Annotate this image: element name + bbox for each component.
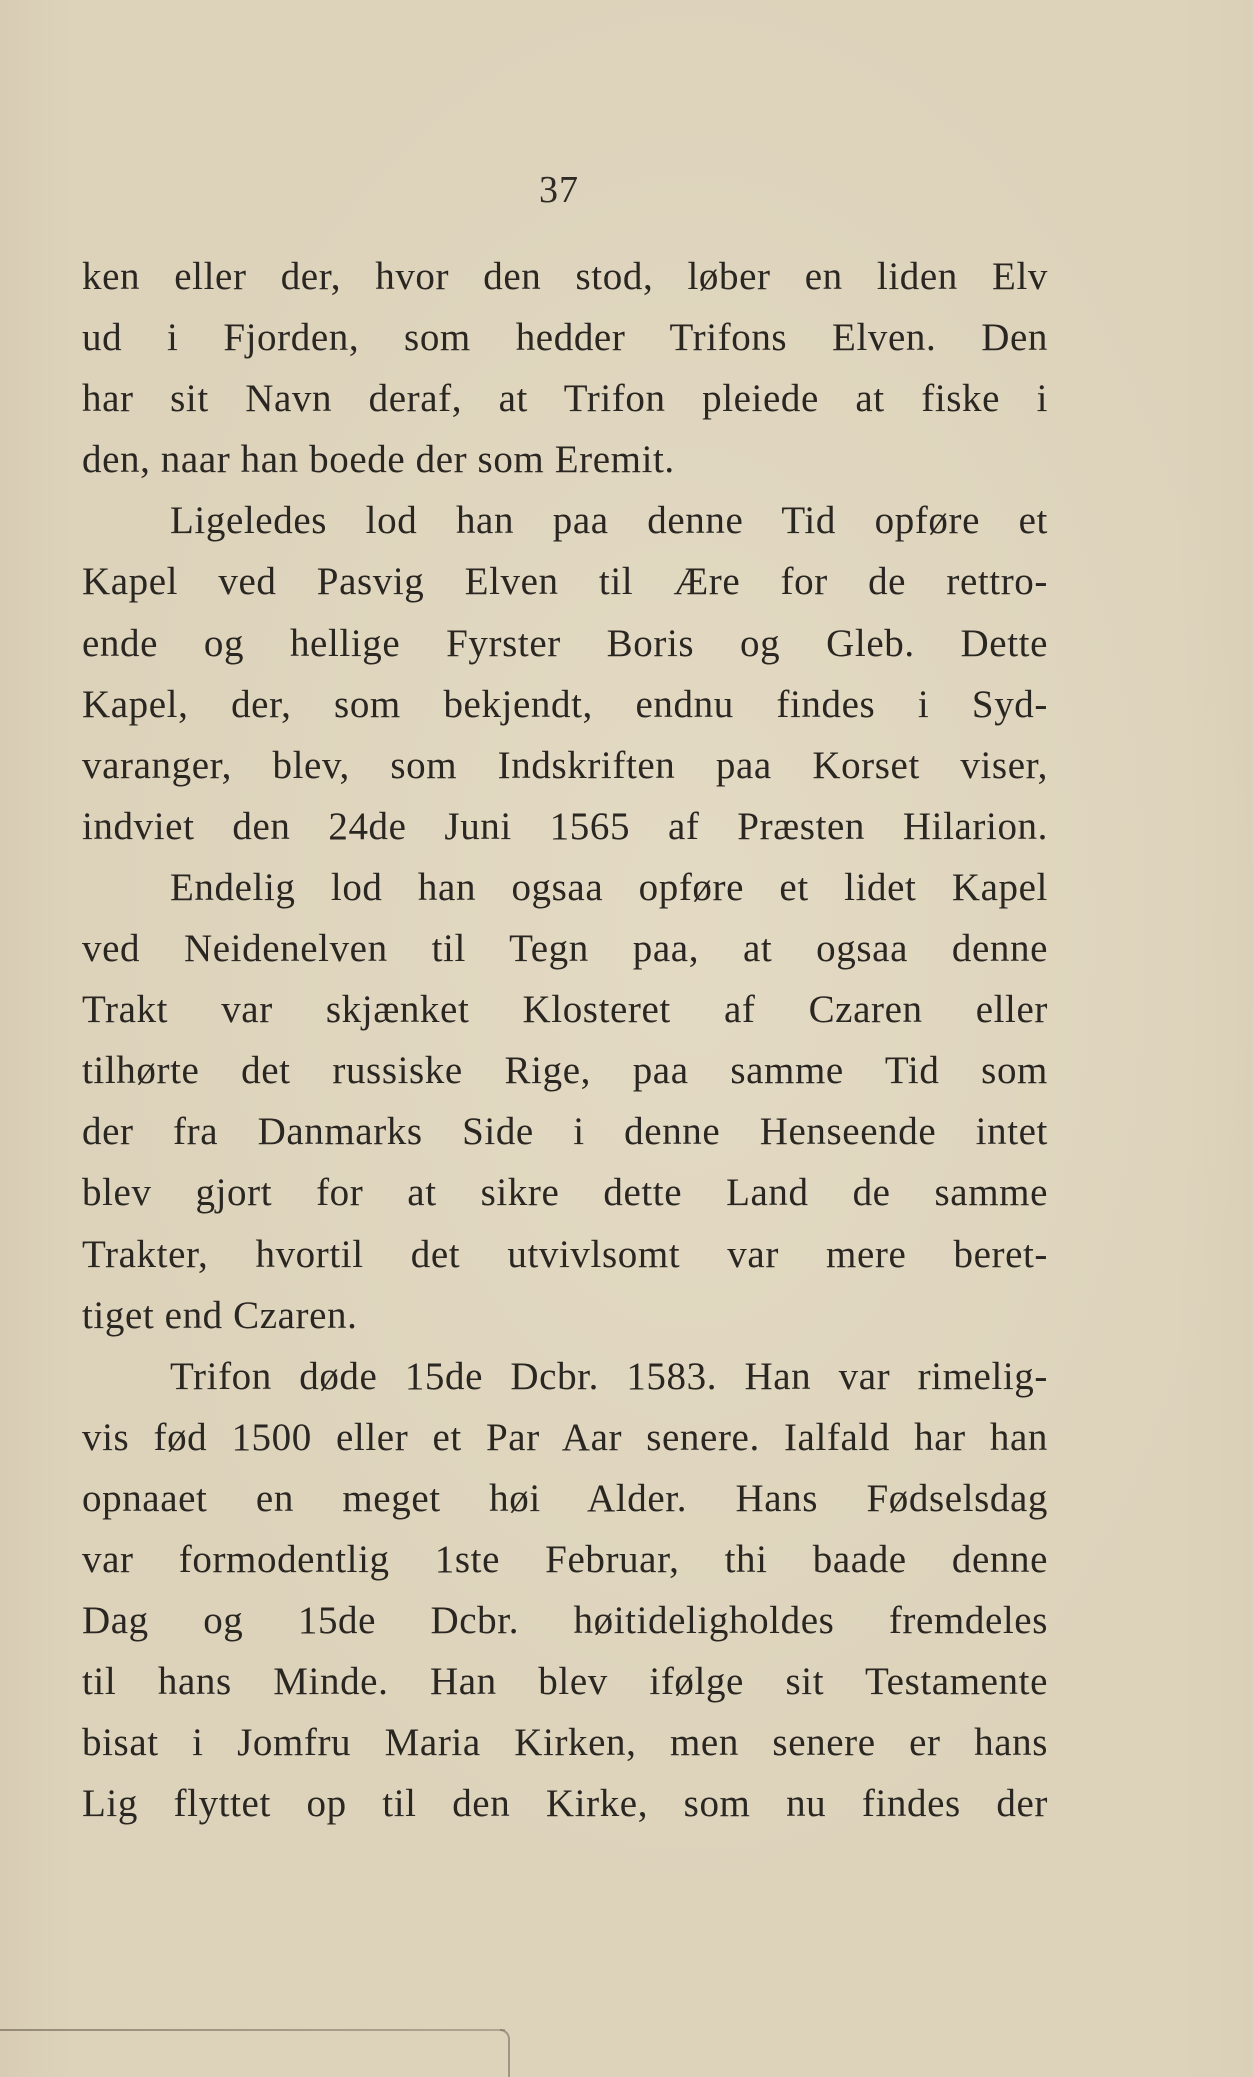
text-line: blev gjort for at sikre dette Land de samme — [82, 1171, 1048, 1215]
text-line: til hans Minde. Han blev ifølge sit Testamente — [82, 1660, 1048, 1704]
text-line: Trakt var skjænket Klosteret af Czaren eller — [82, 988, 1048, 1032]
text-line: ud i Fjorden, som hedder Trifons Elven. Den — [82, 316, 1048, 360]
text-line: Dag og 15de Dcbr. høitideligholdes fremdeles — [82, 1599, 1048, 1643]
text-line: vis fød 1500 eller et Par Aar senere. Ialfald har han — [82, 1415, 1048, 1459]
text-line: ende og hellige Fyrster Boris og Gleb. Dette — [82, 621, 1048, 665]
bottom-rule — [0, 2029, 505, 2031]
text-line: Lig flyttet op til den Kirke, som nu findes der — [82, 1782, 1048, 1826]
text-line: indviet den 24de Juni 1565 af Præsten Hilarion. — [82, 804, 1048, 848]
body-text — [82, 246, 1048, 1834]
text-line: bisat i Jomfru Maria Kirken, men senere er hans — [82, 1721, 1048, 1765]
text-line: der fra Danmarks Side i denne Henseende intet — [82, 1110, 1048, 1154]
paragraph-start-line: Endelig lod han ogsaa opføre et lidet Kapel — [170, 865, 1048, 909]
text-line: Trakter, hvortil det utvivlsomt var mere beret- — [82, 1232, 1048, 1276]
text-line: Kapel, der, som bekjendt, endnu findes i Syd- — [82, 682, 1048, 726]
text-line: opnaaet en meget høi Alder. Hans Fødselsdag — [82, 1476, 1048, 1520]
text-line: har sit Navn deraf, at Trifon pleiede at fiske i — [82, 377, 1048, 421]
text-line: Kapel ved Pasvig Elven til Ære for de rettro- — [82, 560, 1048, 604]
text-line: tiget end Czaren. — [82, 1293, 358, 1337]
text-line: ved Neidenelven til Tegn paa, at ogsaa denne — [82, 927, 1048, 971]
text-line: varanger, blev, som Indskriften paa Korset viser, — [82, 743, 1048, 787]
text-line: ken eller der, hvor den stod, løber en liden Elv — [82, 255, 1048, 298]
text-line: tilhørte det russiske Rige, paa samme Tid som — [82, 1049, 1048, 1093]
paragraph-start-line: Ligeledes lod han paa denne Tid opføre et — [170, 499, 1048, 543]
text-line: var formodentlig 1ste Februar, thi baade denne — [82, 1537, 1048, 1581]
page-number: 37 — [539, 169, 579, 211]
paragraph-start-line: Trifon døde 15de Dcbr. 1583. Han var rimelig- — [170, 1354, 1048, 1398]
bottom-rule-hook — [500, 2029, 510, 2077]
text-line: den, naar han boede der som Eremit. — [82, 438, 675, 482]
